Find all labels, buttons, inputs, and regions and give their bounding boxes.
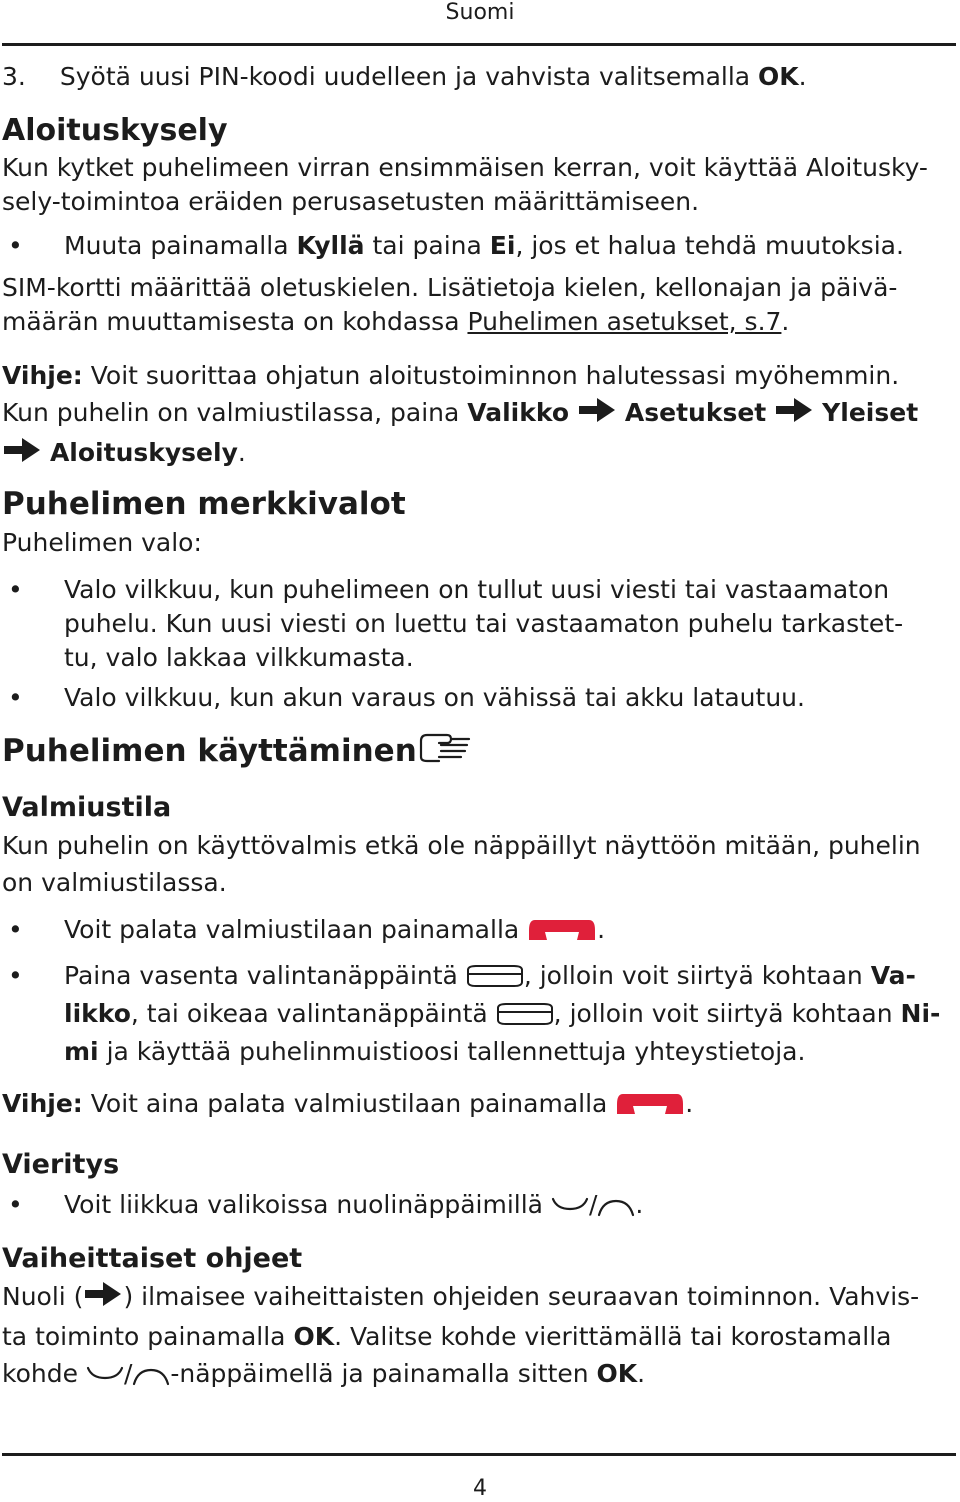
menu-asetukset: Asetukset xyxy=(624,398,767,427)
menu-valikko: Valikko xyxy=(467,398,569,427)
arrow-right-icon xyxy=(774,396,814,434)
page-content xyxy=(2,58,956,1396)
list-item: • Valo vilkkuu, kun puhelimeen on tullut uusi viesti tai vastaamaton puhelu. Kun uusi viesti on luettu tai vastaamaton puhelu tarkastet- tu, valo lakkaa vilkkumasta. xyxy=(2,573,956,675)
valmiustila-list xyxy=(2,913,956,1069)
list-item: • Muuta painamalla Kyllä tai paina Ei, jos et halua tehdä muutoksia. xyxy=(2,229,956,263)
header-divider xyxy=(2,43,956,46)
vaiheittaiset-text: Nuoli ( ) ilmaisee vaiheittaisten ohjeiden seuraavan toiminnon. Vahvis- ta toiminto painamalla OK. Valitse kohde vierittämällä tai korostamalla kohde / -näppäimellä ja painamalla sitten OK. xyxy=(2,1278,956,1396)
section-title-aloituskysely: Aloituskysely xyxy=(2,113,228,148)
section-title-kayttaminen: Puhelimen käyttäminen xyxy=(2,731,956,775)
menu-yleiset: Yleiset xyxy=(822,398,919,427)
ok-keyword: OK xyxy=(293,1322,335,1351)
ok-keyword: OK xyxy=(758,62,799,91)
footer-divider xyxy=(2,1453,956,1456)
tip-label: Vihje: xyxy=(2,361,83,390)
nav-down-key-icon xyxy=(86,1359,124,1396)
tip-label: Vihje: xyxy=(2,1089,83,1118)
arrow-right-icon xyxy=(83,1280,123,1318)
nav-up-key-icon xyxy=(597,1192,635,1226)
arrow-right-icon xyxy=(2,436,42,474)
list-item: • Valo vilkkuu, kun akun varaus on vähissä tai akku latautuu. xyxy=(2,681,956,715)
aloituskysely-tip: Vihje: Voit suorittaa ohjatun aloitustoiminnon halutessasi myöhemmin. Kun puhelin on valmiustilassa, paina Valikko Asetukset Yleiset Aloituskysely. xyxy=(2,357,956,474)
end-call-key-icon xyxy=(527,917,597,951)
list-item: • Voit palata valmiustilaan painamalla . xyxy=(2,913,956,951)
header-language: Suomi xyxy=(445,0,515,25)
valmiustila-title: Valmiustila xyxy=(2,792,172,823)
nav-up-key-icon xyxy=(132,1359,170,1396)
step-text: Syötä uusi PIN-koodi uudelleen ja vahvista valitsemalla xyxy=(59,62,759,91)
merkkivalot-list xyxy=(2,573,956,715)
soft-key-icon xyxy=(466,963,524,997)
settings-page-link[interactable]: Puhelimen asetukset, s.7 xyxy=(467,307,782,336)
list-item: • Voit liikkua valikoissa nuolinäppäimillä / . xyxy=(2,1188,956,1226)
soft-key-icon xyxy=(496,1001,554,1035)
sim-paragraph: SIM-kortti määrittää oletuskielen. Lisätietoja kielen, kellonajan ja päivä- määrän muuttamisesta on kohdassa Puhelimen asetukset, s.7. xyxy=(2,273,898,336)
section-title-merkkivalot: Puhelimen merkkivalot xyxy=(2,486,406,522)
ok-keyword: OK xyxy=(596,1359,638,1388)
arrow-right-icon xyxy=(577,396,617,434)
vaiheittaiset-title: Vaiheittaiset ohjeet xyxy=(2,1243,303,1274)
vieritys-list xyxy=(2,1188,956,1226)
list-item: • Paina vasenta valintanäppäintä , jolloin voit siirtyä kohtaan Va- likko, tai oikeaa valintanäppäintä , jolloin voit siirtyä kohtaan Ni- mi ja käyttää puhelinmuistioosi tallennettuja yhteystietoja. xyxy=(2,959,956,1069)
page-number: 4 xyxy=(473,1476,487,1501)
valmiustila-intro: Kun puhelin on käyttövalmis etkä ole näppäillyt näyttöön mitään, puhelin on valmiustilassa. xyxy=(2,831,921,897)
aloituskysely-list xyxy=(2,229,956,263)
vieritys-title: Vieritys xyxy=(2,1149,120,1180)
step-number: 3. xyxy=(2,62,26,91)
step-3: 3. Syötä uusi PIN-koodi uudelleen ja vahvista valitsemalla OK. xyxy=(2,62,807,91)
merkkivalot-intro: Puhelimen valo: xyxy=(2,528,202,557)
hand-pointer-icon xyxy=(417,731,473,775)
nav-down-key-icon xyxy=(551,1192,589,1226)
aloituskysely-intro: Kun kytket puhelimeen virran ensimmäisen kerran, voit käyttää Aloitusky- sely-toimintoa eräiden perusasetusten määrittämiseen. xyxy=(2,153,928,216)
valmiustila-tip: Vihje: Voit aina palata valmiustilaan painamalla . xyxy=(2,1085,956,1126)
menu-aloituskysely: Aloituskysely xyxy=(49,438,238,467)
end-call-key-icon xyxy=(615,1089,685,1126)
